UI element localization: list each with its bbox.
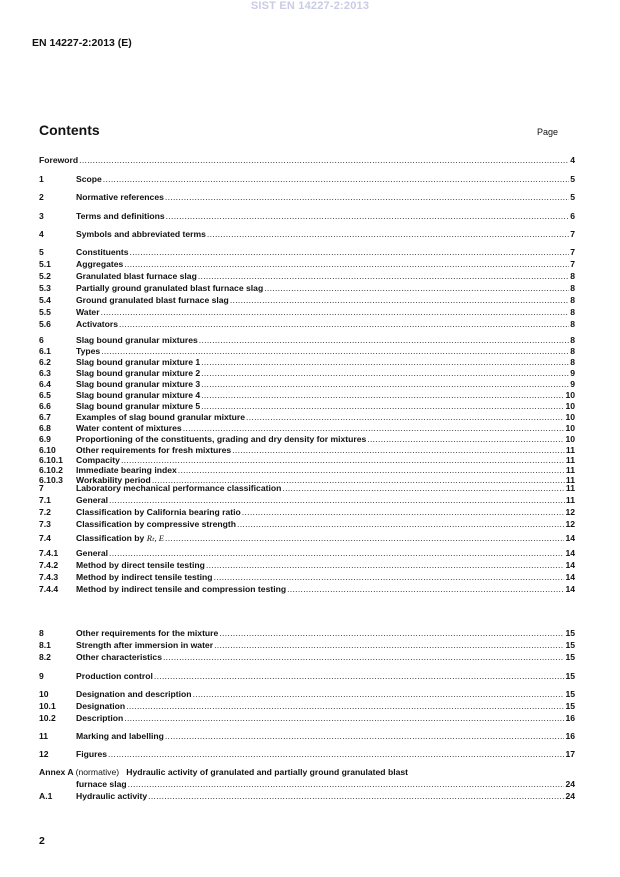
- toc-entry-page: 16: [565, 731, 575, 741]
- toc-entry-page: 14: [565, 560, 575, 570]
- toc-entry-number: 7.4: [39, 533, 51, 543]
- toc-entry-title: Scope: [76, 174, 102, 184]
- toc-entry-title: Designation and description: [76, 689, 192, 699]
- toc-entry-number: 4: [39, 229, 44, 239]
- toc-entry-page: 8: [570, 283, 575, 293]
- leader-dots: [219, 627, 564, 639]
- toc-entry-number: 7.4.4: [39, 584, 59, 594]
- toc-entry-page: 10: [565, 390, 575, 400]
- toc-entry-title: Slag bound granular mixture 2: [76, 368, 201, 378]
- toc-entry-page: 16: [565, 713, 575, 723]
- leader-dots: [264, 282, 569, 294]
- toc-entry-number: 5: [39, 247, 44, 257]
- toc-entry-number: 6.10.1: [39, 455, 63, 465]
- toc-entry-9[interactable]: [39, 670, 575, 682]
- toc-entry-title: Laboratory mechanical performance classification: [76, 483, 282, 493]
- toc-entry-page: 8: [570, 335, 575, 345]
- toc-entry-5-6[interactable]: [39, 318, 575, 330]
- toc-entry-title: Strength after immersion in water: [76, 640, 214, 650]
- leader-dots: [207, 228, 569, 240]
- toc-entry-title: General: [76, 548, 109, 558]
- toc-entry-7-4-1[interactable]: [39, 547, 575, 559]
- toc-entry-number: 6.1: [39, 346, 51, 356]
- leader-dots: [198, 270, 569, 282]
- toc-entry-page: 7: [570, 247, 575, 257]
- toc-entry-page: 11: [565, 475, 575, 485]
- toc-entry-8-2[interactable]: [39, 651, 575, 663]
- toc-entry-page: 15: [565, 640, 575, 650]
- leader-dots: [214, 571, 565, 583]
- toc-entry-title: Marking and labelling: [76, 731, 164, 741]
- toc-entry-number: 9: [39, 671, 44, 681]
- toc-entry-7-4-4[interactable]: [39, 583, 575, 595]
- toc-entry-number: 6.2: [39, 357, 51, 367]
- toc-annex-a[interactable]: [39, 766, 575, 778]
- toc-entry-5[interactable]: [39, 246, 575, 258]
- toc-entry-title: Production control: [76, 671, 153, 681]
- toc-entry-page: 10: [565, 434, 575, 444]
- toc-entry-a-1[interactable]: [39, 790, 575, 802]
- leader-dots: [214, 639, 564, 651]
- toc-entry-number: 6.4: [39, 379, 51, 389]
- toc-entry-page: 7: [570, 229, 575, 239]
- leader-dots: [165, 191, 569, 203]
- toc-entry-number: 3: [39, 211, 44, 221]
- toc-entry-7[interactable]: [39, 482, 575, 494]
- toc-entry-number: 10.2: [39, 713, 56, 723]
- leader-dots: [128, 778, 565, 790]
- toc-entry-10-1[interactable]: [39, 700, 575, 712]
- toc-entry-number: 5.4: [39, 295, 51, 305]
- toc-entry-page: 11: [565, 465, 575, 475]
- toc-entry-number: 10: [39, 689, 49, 699]
- document-id-header: EN 14227-2:2013 (E): [32, 37, 132, 49]
- toc-entry-7-3[interactable]: [39, 518, 575, 530]
- toc-entry-page: 15: [565, 701, 575, 711]
- toc-entry-title: Normative references: [76, 192, 164, 202]
- toc-entry-page: 11: [565, 483, 575, 493]
- toc-entry-4[interactable]: [39, 228, 575, 240]
- toc-entry-page: 8: [570, 271, 575, 281]
- toc-entry-title: Slag bound granular mixture 4: [76, 390, 201, 400]
- toc-entry-title: Figures: [76, 749, 108, 759]
- toc-entry-page: 10: [565, 412, 575, 422]
- toc-entry-number: 6.6: [39, 401, 51, 411]
- toc-entry-number: 6.10: [39, 445, 56, 455]
- toc-entry-page: 14: [565, 533, 575, 543]
- toc-entry-page: 6: [570, 211, 575, 221]
- toc-entry-page: 9: [570, 379, 575, 389]
- toc-entry-title: Partially ground granulated blast furnace slag: [76, 283, 264, 293]
- toc-entry-title: General: [76, 495, 109, 505]
- toc-entry-page: 11: [565, 445, 575, 455]
- leader-dots: [282, 482, 565, 494]
- toc-entry-title: Method by indirect tensile testing: [76, 572, 213, 582]
- page-number: 2: [39, 835, 45, 847]
- toc-entry-7-4-3[interactable]: [39, 571, 575, 583]
- toc-entry-title: Classification by Rₜ, E: [76, 533, 165, 543]
- toc-entry-8-1[interactable]: [39, 639, 575, 651]
- toc-entry-12[interactable]: [39, 748, 575, 760]
- toc-entry-page: 4: [570, 155, 575, 165]
- leader-dots: [165, 532, 564, 544]
- toc-entry-page: 5: [570, 174, 575, 184]
- toc-entry-10-2[interactable]: [39, 712, 575, 724]
- leader-dots: [101, 306, 570, 318]
- page-column-label: Page: [537, 127, 559, 137]
- toc-entry-title: Constituents: [76, 247, 129, 257]
- toc-entry-page: 15: [565, 671, 575, 681]
- toc-entry-11[interactable]: [39, 730, 575, 742]
- toc-entry-number: 11: [39, 731, 49, 741]
- toc-entry-number: 5.6: [39, 319, 51, 329]
- toc-entry-title: Other characteristics: [76, 652, 162, 662]
- toc-entry-number: 6.10.3: [39, 475, 63, 485]
- toc-entry-title: furnace slag: [76, 779, 127, 789]
- toc-entry-title: Method by direct tensile testing: [76, 560, 205, 570]
- toc-entry-title: Types: [76, 346, 101, 356]
- leader-dots: [124, 258, 569, 270]
- toc-entry-page: 10: [565, 423, 575, 433]
- toc-entry-title: Foreword: [39, 155, 79, 165]
- toc-entry-number: 6.7: [39, 412, 51, 422]
- toc-entry-title: Examples of slag bound granular mixture: [76, 412, 246, 422]
- toc-entry-3[interactable]: [39, 210, 575, 222]
- toc-entry-page: 8: [570, 295, 575, 305]
- toc-entry-title: Description: [76, 713, 124, 723]
- toc-entry-number: 10.1: [39, 701, 56, 711]
- toc-entry-page: 17: [565, 749, 575, 759]
- toc-entry-number: 8: [39, 628, 44, 638]
- toc-entry-page: 8: [570, 357, 575, 367]
- leader-dots: [165, 730, 565, 742]
- toc-entry-page: 11: [565, 495, 575, 505]
- toc-entry-number: 7.4.2: [39, 560, 59, 570]
- toc-entry-page: 5: [570, 192, 575, 202]
- toc-entry-number: 1: [39, 174, 44, 184]
- toc-entry-number: 7.2: [39, 507, 51, 517]
- toc-entry-number: 5.3: [39, 283, 51, 293]
- toc-entry-title: Compacity: [76, 455, 120, 465]
- toc-entry-title: Method by indirect tensile and compression testing: [76, 584, 287, 594]
- toc-entry-number: 6.3: [39, 368, 51, 378]
- leader-dots: [124, 712, 564, 724]
- math-symbol: Rₜ, E: [146, 533, 165, 543]
- leader-dots: [119, 318, 569, 330]
- toc-entry-page: 8: [570, 307, 575, 317]
- leader-dots: [230, 294, 569, 306]
- toc-entry-title: Classification by California bearing ratio: [76, 507, 241, 517]
- leader-dots: [287, 583, 564, 595]
- toc-entry-number: 5.5: [39, 307, 51, 317]
- leader-dots: [166, 210, 570, 222]
- toc-entry-10[interactable]: [39, 688, 575, 700]
- toc-entry-7-4-2[interactable]: [39, 559, 575, 571]
- toc-entry-page: 15: [565, 628, 575, 638]
- toc-entry-number: 7.4.3: [39, 572, 59, 582]
- toc-entry-title: Activators: [76, 319, 119, 329]
- toc-entry-number: 6: [39, 335, 44, 345]
- toc-entry-title: Terms and definitions: [76, 211, 165, 221]
- toc-entry-title: Granulated blast furnace slag: [76, 271, 197, 281]
- contents-heading: Contents: [39, 122, 100, 138]
- toc-entry-1[interactable]: [39, 173, 575, 185]
- toc-entry-page: 8: [570, 346, 575, 356]
- leader-dots: [103, 173, 569, 185]
- toc-entry-5-1[interactable]: [39, 258, 575, 270]
- watermark: SIST EN 14227-2:2013: [250, 0, 370, 12]
- toc-entry-page: 12: [565, 507, 575, 517]
- leader-dots: [206, 559, 565, 571]
- toc-entry-number: 2: [39, 192, 44, 202]
- toc-entry-7-4[interactable]: [39, 532, 575, 544]
- toc-entry-page: 10: [565, 401, 575, 411]
- toc-entry-title: Hydraulic activity: [76, 791, 148, 801]
- toc-entry-number: 8.2: [39, 652, 51, 662]
- toc-entry-page: 24: [565, 779, 575, 789]
- leader-dots: [109, 494, 565, 506]
- leader-dots: [148, 790, 564, 802]
- leader-dots: [163, 651, 564, 663]
- toc-entry-page: 15: [565, 689, 575, 699]
- toc-entry-5-3[interactable]: [39, 282, 575, 294]
- toc-entry-8[interactable]: [39, 627, 575, 639]
- toc-entry-page: 12: [565, 519, 575, 529]
- toc-entry-number: 7.1: [39, 495, 51, 505]
- leader-dots: [237, 518, 564, 530]
- toc-entry-number: 7.4.1: [39, 548, 59, 558]
- annex-label: Annex A: [39, 767, 74, 777]
- leader-dots: [126, 700, 564, 712]
- annex-qualifier: (normative): [75, 767, 120, 777]
- toc-entry-7-2[interactable]: [39, 506, 575, 518]
- toc-entry-page: 14: [565, 572, 575, 582]
- toc-entry-page: 7: [570, 259, 575, 269]
- toc-entry-5-2[interactable]: [39, 270, 575, 282]
- toc-entry-title: Slag bound granular mixture 3: [76, 379, 201, 389]
- toc-entry-foreword[interactable]: [39, 154, 575, 166]
- toc-entry-number: 5.2: [39, 271, 51, 281]
- toc-entry-number: 6.10.2: [39, 465, 63, 475]
- toc-entry-title: Other requirements for the mixture: [76, 628, 219, 638]
- toc-entry-title: Slag bound granular mixture 5: [76, 401, 201, 411]
- leader-dots: [154, 670, 565, 682]
- toc-entry-title: Slag bound granular mixtures: [76, 335, 198, 345]
- toc-entry-number: 12: [39, 749, 49, 759]
- toc-annex-a-cont[interactable]: [39, 778, 575, 790]
- toc-entry-title: Designation: [76, 701, 126, 711]
- leader-dots: [193, 688, 565, 700]
- toc-entry-number: 7: [39, 483, 44, 493]
- toc-entry-title: Water: [76, 307, 100, 317]
- toc-entry-title: Classification by compressive strength: [76, 519, 236, 529]
- toc-entry-number: 6.5: [39, 390, 51, 400]
- toc-entry-title: Symbols and abbreviated terms: [76, 229, 206, 239]
- toc-entry-5-4[interactable]: [39, 294, 575, 306]
- toc-entry-page: 14: [565, 584, 575, 594]
- leader-dots: [130, 246, 570, 258]
- toc-entry-5-5[interactable]: [39, 306, 575, 318]
- leader-dots: [109, 547, 564, 559]
- toc-entry-title: Slag bound granular mixture 1: [76, 357, 201, 367]
- toc-entry-title: Other requirements for fresh mixtures: [76, 445, 232, 455]
- toc-entry-number: A.1: [39, 791, 53, 801]
- leader-dots: [242, 506, 565, 518]
- toc-entry-title: Water content of mixtures: [76, 423, 182, 433]
- toc-entry-page: 8: [570, 319, 575, 329]
- toc-entry-title: Workability period: [76, 475, 151, 485]
- toc-entry-number: 7.3: [39, 519, 51, 529]
- toc-entry-title: Ground granulated blast furnace slag: [76, 295, 229, 305]
- toc-entry-number: 5.1: [39, 259, 51, 269]
- toc-entry-title: Aggregates: [76, 259, 124, 269]
- annex-title: Hydraulic activity of granulated and partially ground granulated blast: [126, 767, 409, 777]
- toc-entry-page: 9: [570, 368, 575, 378]
- toc-entry-7-1[interactable]: [39, 494, 575, 506]
- toc-entry-number: 6.8: [39, 423, 51, 433]
- toc-entry-page: 15: [565, 652, 575, 662]
- toc-entry-title: Proportioning of the constituents, grading and dry density for mixtures: [76, 434, 367, 444]
- toc-entry-page: 14: [565, 548, 575, 558]
- toc-entry-number: 8.1: [39, 640, 51, 650]
- leader-dots: [79, 154, 569, 166]
- toc-entry-title: Immediate bearing index: [76, 465, 177, 475]
- toc-entry-page: 11: [565, 455, 575, 465]
- toc-entry-number: 6.9: [39, 434, 51, 444]
- toc-entry-2[interactable]: [39, 191, 575, 203]
- leader-dots: [108, 748, 564, 760]
- toc-entry-page: 24: [565, 791, 575, 801]
